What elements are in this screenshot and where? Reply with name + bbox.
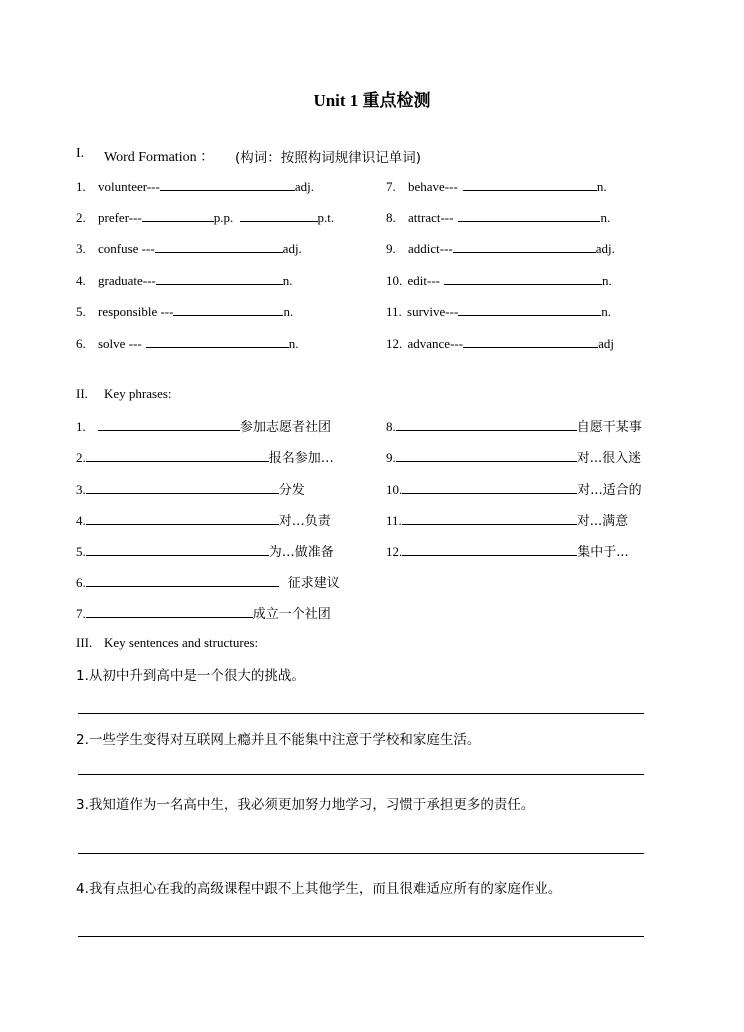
item-suffix: n. bbox=[288, 336, 299, 351]
key-sentence: 2.一些学生变得对互联网上瘾并且不能集中注意于学校和家庭生活。 bbox=[76, 732, 481, 748]
section-1-label: I. bbox=[76, 146, 85, 161]
phrase-item bbox=[76, 510, 331, 529]
answer-line[interactable] bbox=[78, 936, 644, 937]
answer-line[interactable] bbox=[78, 853, 644, 854]
item-suffix: n. bbox=[600, 210, 611, 225]
phrase-meaning: 报名参加… bbox=[268, 451, 334, 466]
phrase-item bbox=[386, 416, 642, 435]
item-number: 6. bbox=[76, 336, 86, 351]
phrase-item bbox=[386, 479, 642, 498]
answer-blank[interactable] bbox=[86, 542, 269, 556]
key-sentence: 4.我有点担心在我的高级课程中跟不上其他学生，而且很难适应所有的家庭作业。 bbox=[76, 881, 562, 897]
item-suffix: p.t. bbox=[317, 210, 335, 225]
item-number: 3. bbox=[76, 482, 86, 497]
item-word: confuse --- bbox=[98, 241, 155, 256]
item-number: 10. bbox=[386, 482, 403, 497]
answer-blank[interactable] bbox=[458, 302, 601, 316]
item-number: 6. bbox=[76, 575, 86, 590]
item-suffix: n. bbox=[282, 273, 293, 288]
section-1-note: (构词：按照构词规律识记单词) bbox=[235, 150, 422, 166]
item-word: prefer--- bbox=[98, 210, 142, 225]
item-number: 1. bbox=[76, 179, 86, 194]
item-number: 9. bbox=[386, 450, 396, 465]
answer-blank[interactable] bbox=[444, 271, 602, 285]
item-number: 7. bbox=[76, 606, 86, 621]
phrase-item bbox=[386, 541, 629, 560]
phrase-item bbox=[76, 416, 331, 435]
item-word: solve --- bbox=[98, 336, 142, 351]
item-suffix: n. bbox=[601, 304, 612, 319]
word-item bbox=[386, 271, 612, 289]
answer-blank[interactable] bbox=[402, 511, 577, 525]
answer-blank[interactable] bbox=[402, 480, 577, 494]
phrase-meaning: 成立一个社团 bbox=[252, 607, 331, 622]
answer-line[interactable] bbox=[78, 774, 644, 775]
item-word: edit--- bbox=[407, 273, 440, 288]
item-number: 2. bbox=[76, 450, 86, 465]
word-item bbox=[76, 208, 334, 226]
item-suffix: n. bbox=[601, 273, 612, 288]
phrase-item bbox=[386, 447, 641, 466]
word-item bbox=[386, 302, 611, 320]
phrase-meaning: 参加志愿者社团 bbox=[240, 420, 332, 435]
answer-line[interactable] bbox=[78, 713, 644, 714]
answer-blank[interactable] bbox=[142, 208, 214, 222]
item-number: 5. bbox=[76, 304, 86, 319]
item-number: 5. bbox=[76, 544, 86, 559]
item-word: volunteer--- bbox=[98, 179, 160, 194]
answer-blank[interactable] bbox=[146, 334, 289, 348]
section-3-label: III. bbox=[76, 635, 93, 650]
key-sentence: 1.从初中升到高中是一个很大的挑战。 bbox=[76, 668, 305, 684]
item-suffix: adj. bbox=[595, 241, 615, 256]
answer-blank[interactable] bbox=[155, 239, 283, 253]
answer-blank[interactable] bbox=[463, 334, 598, 348]
word-item bbox=[386, 239, 615, 257]
phrase-meaning: 对…负责 bbox=[278, 514, 331, 529]
phrase-meaning: 对...适合的 bbox=[577, 483, 642, 498]
item-word: graduate--- bbox=[98, 273, 156, 288]
section-2-heading: Key phrases: bbox=[104, 386, 172, 401]
item-suffix: adj. bbox=[282, 241, 302, 256]
item-number: 1. bbox=[76, 419, 86, 434]
phrase-item bbox=[386, 510, 628, 529]
item-number: 8. bbox=[386, 210, 396, 225]
answer-blank[interactable] bbox=[86, 604, 253, 618]
phrase-item bbox=[76, 541, 334, 560]
item-suffix: adj. bbox=[294, 179, 314, 194]
phrase-meaning: 征求建议 bbox=[287, 576, 340, 591]
phrase-item bbox=[76, 479, 305, 498]
answer-blank[interactable] bbox=[396, 417, 577, 431]
item-number: 12. bbox=[386, 336, 403, 351]
answer-blank[interactable] bbox=[156, 271, 283, 285]
word-item bbox=[76, 302, 293, 320]
item-suffix: p.p. bbox=[213, 210, 234, 225]
item-word: behave--- bbox=[408, 179, 458, 194]
item-word: responsible --- bbox=[98, 304, 174, 319]
answer-blank[interactable] bbox=[86, 480, 279, 494]
phrase-item bbox=[76, 603, 331, 622]
item-word: survive--- bbox=[407, 304, 459, 319]
answer-blank[interactable] bbox=[98, 417, 240, 431]
word-item bbox=[386, 208, 610, 226]
item-word: advance--- bbox=[407, 336, 464, 351]
answer-blank[interactable] bbox=[86, 511, 279, 525]
item-number: 3. bbox=[76, 241, 86, 256]
answer-blank[interactable] bbox=[160, 177, 295, 191]
answer-blank[interactable] bbox=[86, 573, 279, 587]
item-suffix: n. bbox=[283, 304, 294, 319]
item-number: 8. bbox=[386, 419, 396, 434]
item-number: 2. bbox=[76, 210, 86, 225]
word-item bbox=[76, 334, 298, 352]
item-number: 11. bbox=[386, 304, 402, 319]
item-number: 10. bbox=[386, 273, 403, 288]
answer-blank[interactable] bbox=[453, 239, 596, 253]
answer-blank[interactable] bbox=[458, 208, 600, 222]
answer-blank[interactable] bbox=[240, 208, 318, 222]
item-word: attract--- bbox=[408, 210, 454, 225]
phrase-item bbox=[76, 447, 334, 466]
page-title: Unit 1 重点检测 bbox=[313, 91, 431, 110]
item-number: 12. bbox=[386, 544, 403, 559]
answer-blank[interactable] bbox=[396, 448, 577, 462]
answer-blank[interactable] bbox=[86, 448, 269, 462]
word-item bbox=[76, 271, 293, 289]
item-number: 4. bbox=[76, 513, 86, 528]
phrase-meaning: 为…做准备 bbox=[268, 545, 334, 560]
word-item bbox=[386, 177, 607, 195]
answer-blank[interactable] bbox=[173, 302, 283, 316]
word-item bbox=[76, 177, 314, 195]
item-number: 4. bbox=[76, 273, 86, 288]
item-number: 7. bbox=[386, 179, 396, 194]
phrase-meaning: 对...很入迷 bbox=[576, 451, 642, 466]
item-suffix: adj bbox=[598, 336, 614, 351]
item-suffix: n. bbox=[596, 179, 607, 194]
word-item bbox=[76, 239, 302, 257]
item-number: 11. bbox=[386, 513, 402, 528]
phrase-meaning: 集中于... bbox=[577, 545, 629, 560]
phrase-meaning: 对...满意 bbox=[576, 514, 629, 529]
section-3-heading: Key sentences and structures: bbox=[104, 635, 259, 650]
section-1-heading: Word Formation ： bbox=[104, 150, 215, 165]
answer-blank[interactable] bbox=[463, 177, 597, 191]
answer-blank[interactable] bbox=[402, 542, 577, 556]
item-number: 9. bbox=[386, 241, 396, 256]
phrase-meaning: 自愿干某事 bbox=[576, 420, 642, 435]
phrase-meaning: 分发 bbox=[278, 483, 305, 498]
item-word: addict--- bbox=[408, 241, 453, 256]
phrase-item bbox=[76, 572, 340, 591]
key-sentence: 3.我知道作为一名高中生，我必须更加努力地学习，习惯于承担更多的责任。 bbox=[76, 797, 535, 813]
word-item bbox=[386, 334, 614, 352]
section-2-label: II. bbox=[76, 386, 88, 401]
